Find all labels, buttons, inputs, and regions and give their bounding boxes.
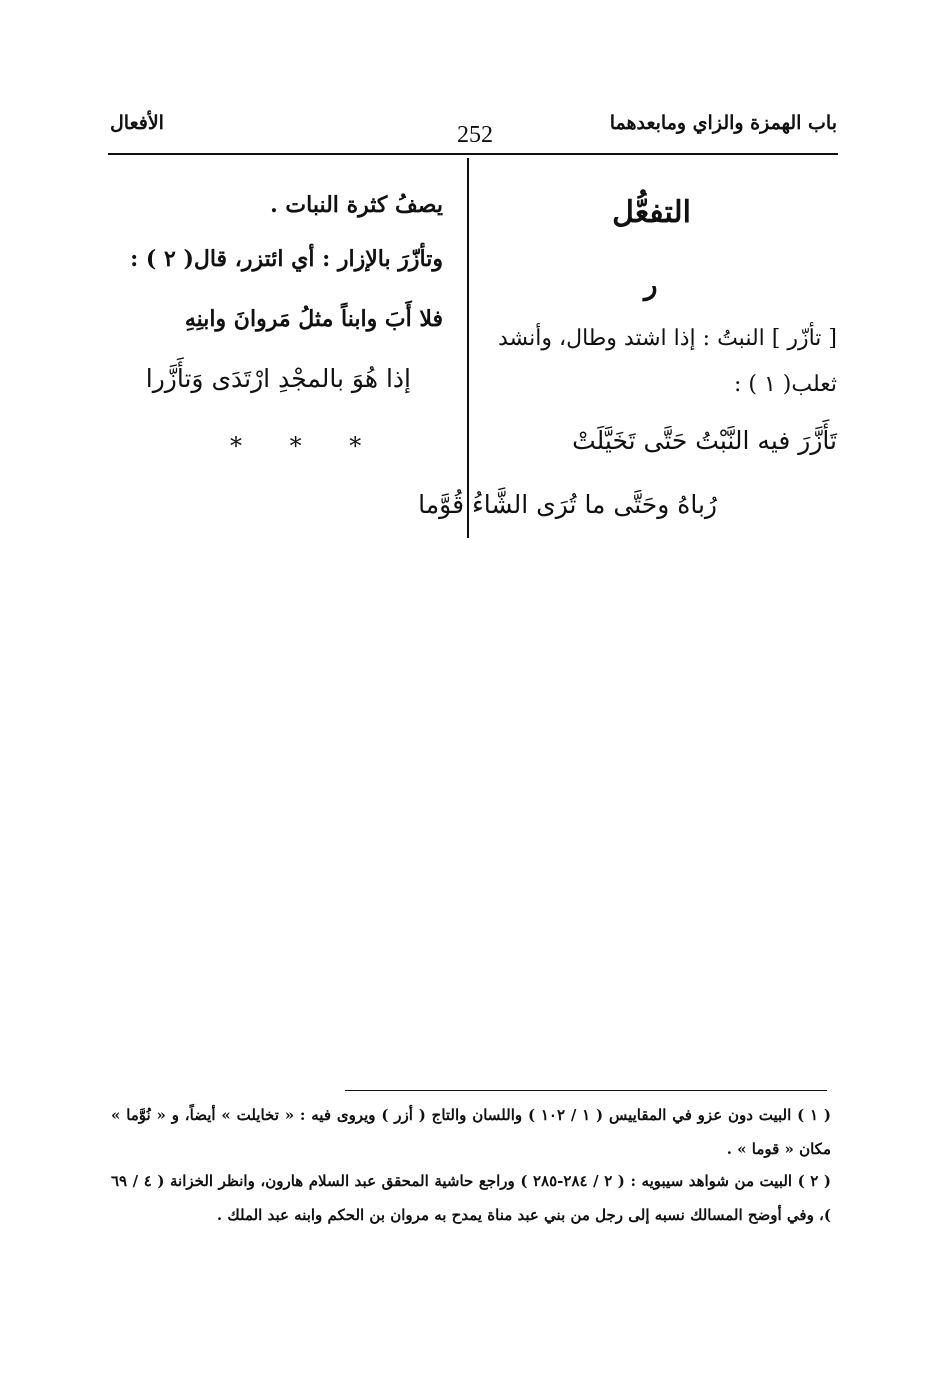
entry-text-line: ثعلب( ١ ) : [733,372,837,397]
entry-text-line: [ تأزّر ] النبتُ : إذا اشتد وطال، وأنشد [497,326,837,351]
root-letter: ر [644,268,658,301]
verse-line: فلا أَبَ وابناً مثلُ مَروانَ وابنِهِ [184,306,443,332]
footnote: ( ١ ) البيت دون عزو في المقاييس ( ١ / ١٠٢ ) واللسان والتاج ( أزر ) ويروى فيه : « تخايلت » أيضاً، و « نُوَّما » مكان « قوما » . [111,1106,831,1158]
entry-text-line: وتأزّرَ بالإزار : أي ائتزر، قال( ٢ ) : [130,246,443,272]
entry-text-line: يصفُ كثرة النبات . [270,192,443,218]
section-end-ornament: * * * [230,432,382,460]
running-header-chapter: باب الهمزة والزاي ومابعدهما [609,112,837,134]
verse-line: رُباهُ وحَتَّى ما تُرَى الشَّاءُ قُوَّما [418,490,717,519]
verse-line: تَأَزَّرَ فيه النَّبْتُ حَتَّى تَخَيَّلَتْ [572,426,837,455]
section-title: التفعُّل [612,195,691,230]
column-divider [467,158,469,538]
header-rule [108,153,838,155]
footnote: ( ٢ ) البيت من شواهد سيبويه : ( ٢ / ٢٨٤-٢٨٥ ) وراجع حاشية المحقق عبد السلام هارون، وانظر الخزانة ( ٤ / ٦٩ )، وفي أوضح المسالك نسبه إلى رجل من بني عبد مناة يمدح به مروان بن الحكم وابنه عبد الملك . [111,1172,831,1224]
running-header-section: الأفعال [110,112,164,134]
verse-line: إذا هُوَ بالمجْدِ ارْتَدَى وَتأَزَّرا [145,364,411,393]
footnote-rule [345,1090,827,1091]
page-number: 252 [457,122,493,148]
